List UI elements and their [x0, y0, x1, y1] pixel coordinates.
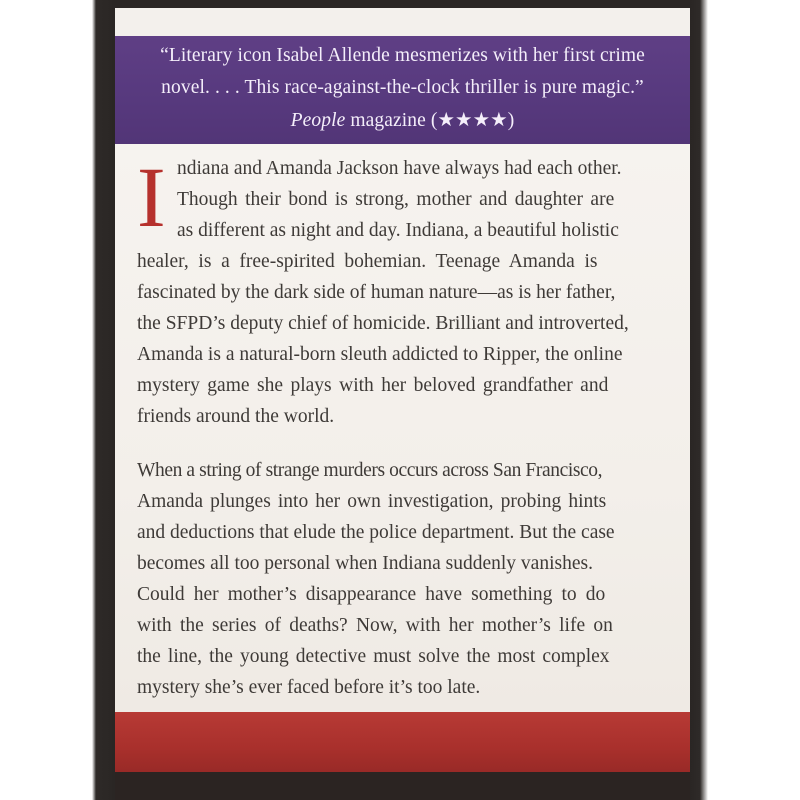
quote-source-rest: magazine (★★★★)	[345, 110, 515, 131]
para2-line-1: When a string of strange murders occurs across San Francisco,	[137, 460, 603, 481]
para2-line-8: mystery she’s ever faced before it’s too late.	[137, 677, 481, 698]
para1-line-4: healer, is a free-spirited bohemian. Teenage Amanda is	[137, 251, 598, 272]
para1-line-6: the SFPD’s deputy chief of homicide. Brilliant and introverted,	[137, 313, 629, 334]
para1-line-1: ndiana and Amanda Jackson have always had each other.	[177, 158, 622, 179]
para1-line-2: Though their bond is strong, mother and daughter are	[177, 189, 615, 210]
drop-cap: I	[137, 149, 166, 245]
bottom-red-band	[115, 712, 690, 772]
para1-line-9: friends around the world.	[137, 406, 335, 427]
para2-line-4: becomes all too personal when Indiana suddenly vanishes.	[137, 553, 593, 574]
quote-line-2: novel. . . . This race-against-the-clock thriller is pure magic.”	[161, 77, 644, 98]
para2-line-2: Amanda plunges into her own investigation, probing hints	[137, 491, 607, 512]
quote-line-1: “Literary icon Isabel Allende mesmerizes with her first crime	[160, 45, 645, 66]
para2-line-3: and deductions that elude the police department. But the case	[137, 522, 615, 543]
para2-line-7: the line, the young detective must solve the most complex	[137, 646, 610, 667]
para1-line-5: fascinated by the dark side of human nature—as is her father,	[137, 282, 616, 303]
quote-attribution	[115, 108, 690, 132]
review-quote-band	[115, 36, 690, 144]
para1-line-7: Amanda is a natural-born sleuth addicted to Ripper, the online	[137, 344, 623, 365]
bottom-dark-edge	[115, 772, 690, 800]
para1-line-3: as different as night and day. Indiana, a beautiful holistic	[177, 220, 619, 241]
quote-source-title: People	[290, 110, 346, 131]
para1-line-8: mystery game she plays with her beloved grandfather and	[137, 375, 609, 396]
top-paper-strip	[115, 8, 690, 36]
para2-line-6: with the series of deaths? Now, with her mother’s life on	[137, 615, 613, 636]
para2-line-5: Could her mother’s disappearance have something to do	[137, 584, 606, 605]
